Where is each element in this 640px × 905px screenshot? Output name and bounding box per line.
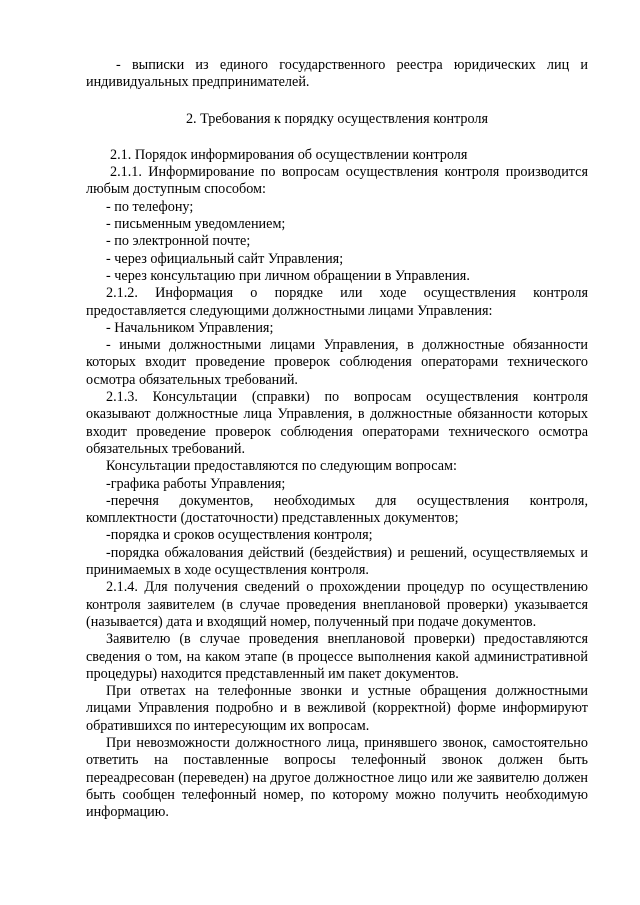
paragraph-consultation-topics: Консультации предоставляются по следующим вопросам: (106, 458, 457, 475)
list-item-website: - через официальный сайт Управления; (106, 250, 344, 267)
paragraph-applicant-info: Заявителю (в случае проведения внеплановой проверки) предоставляются сведения о том, на каком этапе (в процессе выполнения какой административной процедуры) находится представленный им пакет документов. (86, 631, 588, 682)
paragraph-call-redirect: При невозможности должностного лица, принявшего звонок, самостоятельно ответить на поставленные вопросы телефонный звонок должен быть переадресован (переведен) на другое должностное лицо или же заявителю должен быть сообщен телефонный номер, по которому можно получить необходимую информацию. (86, 734, 588, 821)
paragraph-2-1-2: 2.1.2. Информация о порядке или ходе осуществления контроля предоставляется следующими должностными лицами Управления: (86, 285, 588, 319)
list-item-documents: -перечня документов, необходимых для осуществления контроля, комплектности (достаточности) представленных документов; (86, 492, 588, 527)
list-item-consultation: - через консультацию при личном обращении в Управления. (106, 267, 470, 284)
list-item-appeal: -порядка обжалования действий (бездействия) и решений, осуществляемых и принимаемых в ходе осуществления контроля. (86, 544, 588, 579)
paragraph-extract-item: - выписки из единого государственного реестра юридических лиц и индивидуальных предпринимателей. (86, 57, 588, 91)
list-item-written: - письменным уведомлением; (106, 216, 286, 233)
paragraph-2-1-1: 2.1.1. Информирование по вопросам осуществления контроля производится любым доступным способом: (86, 164, 588, 198)
section-heading: 2. Требования к порядку осуществления контроля (185, 110, 489, 127)
paragraph-2-1: 2.1. Порядок информирования об осуществлении контроля (110, 146, 468, 163)
list-item-email: - по электронной почте; (106, 233, 251, 250)
list-item-terms: -порядка и сроков осуществления контроля; (106, 527, 373, 544)
list-item-head: - Начальником Управления; (106, 319, 274, 336)
paragraph-phone-answers: При ответах на телефонные звонки и устные обращения должностными лицами Управления подробно и в вежливой (корректной) форме информируют обратившихся по интересующим их вопросам. (86, 683, 588, 734)
list-item-other-officials: - иными должностными лицами Управления, в должностные обязанности которых входит проведение проверок соблюдения операторами технического осмотра обязательных требований. (86, 337, 588, 388)
list-item-schedule: -графика работы Управления; (106, 475, 286, 492)
list-item-phone: - по телефону; (106, 198, 194, 215)
paragraph-2-1-4: 2.1.4. Для получения сведений о прохождении процедур по осуществлению контроля заявителем (в случае проведения внеплановой проверки) указывается (называется) дата и входящий номер, полученный при подаче документов. (86, 579, 588, 630)
paragraph-2-1-3: 2.1.3. Консультации (справки) по вопросам осуществления контроля оказывают должностные лица Управления, в должностные обязанности которых входит проведение проверок соблюдения операторами технического осмотра обязательных требований. (86, 389, 588, 457)
